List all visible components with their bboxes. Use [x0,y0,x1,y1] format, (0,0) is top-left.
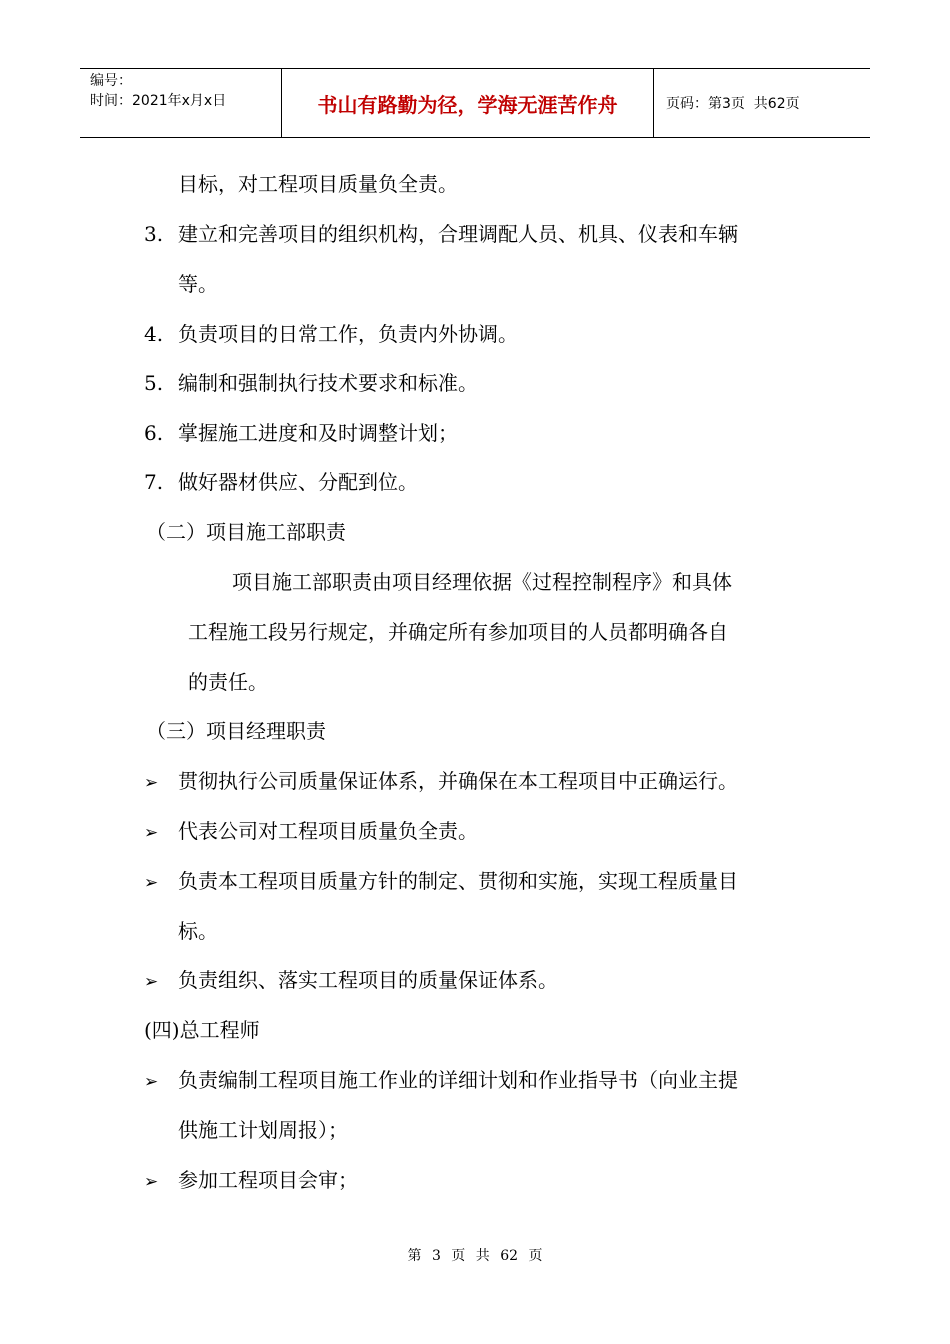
bullet-item: ➢ 负责组织、落实工程项目的质量保证体系。 [144,966,558,996]
arrow-bullet-icon: ➢ [144,773,159,793]
text-line: 供施工计划周报）； [178,1118,348,1142]
bullet-item: ➢ 代表公司对工程项目质量负全责。 [144,817,478,847]
bullet-item: ➢ 负责编制工程项目施工作业的详细计划和作业指导书（向业主提 [144,1066,738,1096]
bullet-item: ➢ 贯彻执行公司质量保证体系，并确保在本工程项目中正确运行。 [144,767,738,797]
list-number: 6. [144,421,164,445]
list-number: 3. [144,222,164,246]
list-number: 7. [144,470,164,494]
text-line: 目标，对工程项目质量负全责。 [178,172,458,196]
list-number: 4. [144,322,164,346]
paragraph-line: 工程施工段另行规定，并确定所有参加项目的人员都明确各自 [188,620,728,644]
page-footer: 第 3 页 共 62 页 [407,1248,543,1264]
text-line: 标。 [178,919,218,943]
section-heading: （二）项目施工部职责 [146,520,346,544]
number-label: 编号： [90,73,132,89]
header-meta [80,69,282,137]
header-motto: 书山有路勤为径，学海无涯苦作舟 [282,69,654,137]
list-number: 5. [144,371,164,395]
arrow-bullet-icon: ➢ [144,972,159,992]
page-header [80,68,870,138]
header-page-info [654,69,870,137]
arrow-bullet-icon: ➢ [144,873,159,893]
section-heading: (四)总工程师 [144,1018,260,1042]
arrow-bullet-icon: ➢ [144,1072,159,1092]
arrow-bullet-icon: ➢ [144,1172,159,1192]
list-item: 3. 建立和完善项目的组织机构，合理调配人员、机具、仪表和车辆 [144,222,738,246]
arrow-bullet-icon: ➢ [144,823,159,843]
list-item: 4. 负责项目的日常工作，负责内外协调。 [144,322,518,346]
paragraph-line: 项目施工部职责由项目经理依据《过程控制程序》和具体 [232,570,732,594]
list-item: 6. 掌握施工进度和及时调整计划； [144,421,458,445]
text-line: 等。 [178,272,218,296]
time-label: 时间：2021年x月x日 [90,93,227,109]
list-item: 7. 做好器材供应、分配到位。 [144,470,418,494]
bullet-item: ➢ 负责本工程项目质量方针的制定、贯彻和实施，实现工程质量目 [144,867,738,897]
page-info-text: 页码：第3页 共62页 [666,96,800,112]
bullet-item: ➢ 参加工程项目会审； [144,1166,358,1196]
paragraph-line: 的责任。 [188,670,268,694]
list-item: 5. 编制和强制执行技术要求和标准。 [144,371,478,395]
section-heading: （三）项目经理职责 [146,719,326,743]
